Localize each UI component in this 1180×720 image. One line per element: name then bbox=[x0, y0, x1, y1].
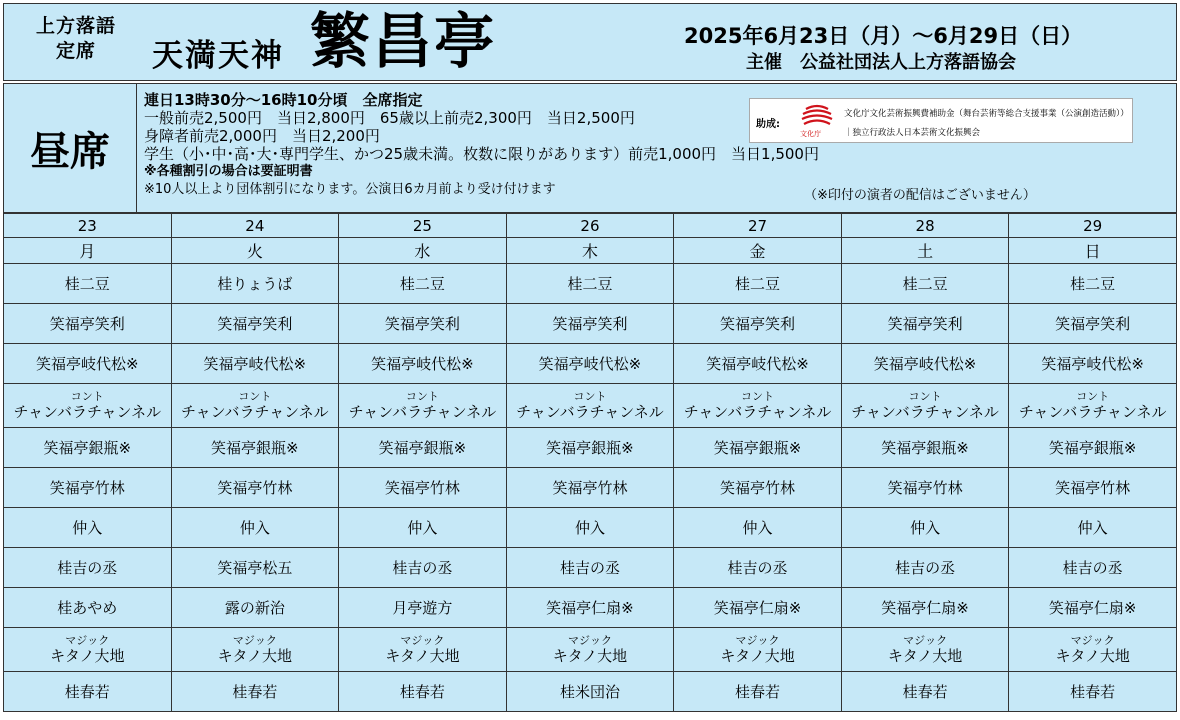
performer-name: キタノ大地 bbox=[887, 646, 963, 665]
general-price: 一般前売2,500円 当日2,800円 65歳以上前売2,300円 当日2,500円 bbox=[144, 109, 635, 127]
performer-cell: 桂あやめ bbox=[4, 588, 172, 628]
performer-cell: 桂二豆 bbox=[4, 264, 172, 304]
performer-row bbox=[4, 672, 1177, 712]
performer-cell: 笑福亭銀瓶※ bbox=[674, 428, 842, 468]
performer-cell: 桂春若 bbox=[339, 672, 507, 712]
performer-name: キタノ大地 bbox=[385, 646, 460, 665]
date-row bbox=[4, 214, 1177, 238]
date-cell: 25 bbox=[339, 214, 507, 238]
act-type-label: マジック bbox=[232, 633, 277, 647]
brand-subtitle bbox=[26, 14, 126, 64]
performer-cell: 桂春若 bbox=[674, 672, 842, 712]
performer-cell: 桂二豆 bbox=[506, 264, 674, 304]
subsidy-line-1: 文化庁文化芸術振興費補助金（舞台芸術等総合支援事業（公演創造活動）） bbox=[844, 109, 1129, 119]
performer-cell: 笑福亭銀瓶※ bbox=[841, 428, 1009, 468]
performer-cell: 笑福亭笑利 bbox=[841, 304, 1009, 344]
performer-row bbox=[4, 628, 1177, 672]
performer-cell: 笑福亭竹林 bbox=[841, 468, 1009, 508]
organizer: 主催 公益社団法人上方落語協会 bbox=[746, 52, 1016, 73]
performer-cell bbox=[841, 628, 1009, 672]
performer-cell: 月亭遊方 bbox=[339, 588, 507, 628]
performer-cell: 笑福亭岐代松※ bbox=[1009, 344, 1177, 384]
performer-cell: 桂春若 bbox=[1009, 672, 1177, 712]
act-type-label: コント bbox=[908, 389, 942, 403]
group-note: ※10人以上より団体割引になります。公演日6カ月前より受け付けます bbox=[144, 182, 556, 197]
intermission-row bbox=[4, 508, 1177, 548]
weekday-cell: 木 bbox=[506, 238, 674, 264]
discount-note: ※各種割引の場合は要証明書 bbox=[144, 164, 313, 179]
performer-cell: 笑福亭岐代松※ bbox=[674, 344, 842, 384]
disabled-price: 身障者前売2,000円 当日2,200円 bbox=[144, 127, 380, 145]
performer-cell: 桂春若 bbox=[4, 672, 172, 712]
performer-cell: 桂吉の丞 bbox=[841, 548, 1009, 588]
performer-cell bbox=[171, 384, 339, 428]
performer-cell: 桂米団治 bbox=[506, 672, 674, 712]
intermission-cell: 仲入 bbox=[1009, 508, 1177, 548]
performer-cell bbox=[1009, 384, 1177, 428]
show-time: 連日13時30分～16時10分頃 全席指定 bbox=[144, 91, 423, 109]
date-cell: 29 bbox=[1009, 214, 1177, 238]
performer-row bbox=[4, 304, 1177, 344]
weekday-cell: 日 bbox=[1009, 238, 1177, 264]
date-cell: 24 bbox=[171, 214, 339, 238]
performer-cell: 桂吉の丞 bbox=[4, 548, 172, 588]
performer-cell: 桂吉の丞 bbox=[1009, 548, 1177, 588]
date-cell: 27 bbox=[674, 214, 842, 238]
performer-row bbox=[4, 428, 1177, 468]
performer-row bbox=[4, 548, 1177, 588]
performer-cell: 笑福亭仁扇※ bbox=[1009, 588, 1177, 628]
subsidy-box bbox=[749, 98, 1133, 143]
performer-name: チャンバラチャンネル bbox=[1018, 402, 1167, 421]
subsidy-line-2: ｜独立行政法人日本芸術文化振興会 bbox=[844, 128, 981, 138]
header bbox=[3, 3, 1177, 81]
weekday-cell: 金 bbox=[674, 238, 842, 264]
performer-cell: 笑福亭岐代松※ bbox=[171, 344, 339, 384]
performer-cell: 露の新治 bbox=[171, 588, 339, 628]
intermission-cell: 仲入 bbox=[171, 508, 339, 548]
performer-cell bbox=[841, 384, 1009, 428]
subsidy-label: 助成: bbox=[756, 119, 780, 130]
performer-row bbox=[4, 384, 1177, 428]
weekday-cell: 土 bbox=[841, 238, 1009, 264]
performer-cell: 笑福亭松五 bbox=[171, 548, 339, 588]
weekday-cell: 水 bbox=[339, 238, 507, 264]
date-cell: 23 bbox=[4, 214, 172, 238]
date-cell: 28 bbox=[841, 214, 1009, 238]
performer-name: キタノ大地 bbox=[217, 646, 293, 665]
performer-cell: 笑福亭竹林 bbox=[4, 468, 172, 508]
performer-cell: 笑福亭笑利 bbox=[339, 304, 507, 344]
performer-cell: 桂吉の丞 bbox=[506, 548, 674, 588]
performer-cell: 桂二豆 bbox=[339, 264, 507, 304]
performer-row bbox=[4, 344, 1177, 384]
act-type-label: マジック bbox=[567, 633, 612, 647]
performer-cell: 笑福亭岐代松※ bbox=[506, 344, 674, 384]
performer-cell: 笑福亭竹林 bbox=[171, 468, 339, 508]
performer-cell: 桂二豆 bbox=[841, 264, 1009, 304]
performer-name: キタノ大地 bbox=[720, 646, 795, 665]
performer-cell: 笑福亭仁扇※ bbox=[506, 588, 674, 628]
streaming-note: （※印付の演者の配信はございません） bbox=[804, 188, 1036, 203]
performer-cell: 笑福亭銀瓶※ bbox=[506, 428, 674, 468]
performer-name: キタノ大地 bbox=[1055, 646, 1130, 665]
performer-cell: 笑福亭笑利 bbox=[1009, 304, 1177, 344]
performer-row bbox=[4, 588, 1177, 628]
performer-cell: 笑福亭竹林 bbox=[1009, 468, 1177, 508]
performer-cell: 笑福亭竹林 bbox=[339, 468, 507, 508]
event-period: 2025年6月23日（月）～6月29日（日） bbox=[684, 24, 1083, 48]
brand-small-line-2: 定席 bbox=[55, 40, 96, 62]
schedule-table bbox=[3, 213, 1177, 712]
performer-name: キタノ大地 bbox=[50, 646, 125, 665]
performer-cell: 桂春若 bbox=[841, 672, 1009, 712]
act-type-label: マジック bbox=[1070, 633, 1115, 647]
performer-cell bbox=[4, 384, 172, 428]
act-type-label: マジック bbox=[400, 633, 445, 647]
performer-name: チャンバラチャンネル bbox=[348, 402, 497, 421]
intermission-cell: 仲入 bbox=[4, 508, 172, 548]
brand-tenma: 天満天神 bbox=[152, 38, 284, 74]
intermission-cell: 仲入 bbox=[339, 508, 507, 548]
performer-cell: 笑福亭笑利 bbox=[171, 304, 339, 344]
performer-cell: 笑福亭岐代松※ bbox=[339, 344, 507, 384]
act-type-label: マジック bbox=[903, 633, 948, 647]
performer-cell bbox=[339, 384, 507, 428]
performer-cell bbox=[171, 628, 339, 672]
performer-cell bbox=[674, 384, 842, 428]
performer-cell: 笑福亭銀瓶※ bbox=[339, 428, 507, 468]
performer-name: チャンバラチャンネル bbox=[181, 402, 329, 421]
performer-cell: 笑福亭笑利 bbox=[506, 304, 674, 344]
performer-cell: 桂春若 bbox=[171, 672, 339, 712]
performer-cell: 笑福亭笑利 bbox=[674, 304, 842, 344]
performer-cell: 笑福亭岐代松※ bbox=[4, 344, 172, 384]
performer-row bbox=[4, 264, 1177, 304]
performer-name: チャンバラチャンネル bbox=[13, 402, 162, 421]
performer-cell bbox=[4, 628, 172, 672]
performer-cell: 桂吉の丞 bbox=[674, 548, 842, 588]
act-type-label: マジック bbox=[735, 633, 780, 647]
brand-small-line-1: 上方落語 bbox=[35, 15, 116, 37]
performer-cell bbox=[506, 628, 674, 672]
performer-name: チャンバラチャンネル bbox=[683, 402, 832, 421]
date-cell: 26 bbox=[506, 214, 674, 238]
act-type-label: コント bbox=[70, 389, 104, 403]
performer-cell: 桂二豆 bbox=[1009, 264, 1177, 304]
weekday-cell: 月 bbox=[4, 238, 172, 264]
performer-cell bbox=[674, 628, 842, 672]
performer-cell: 桂二豆 bbox=[674, 264, 842, 304]
performer-cell: 笑福亭仁扇※ bbox=[841, 588, 1009, 628]
act-type-label: コント bbox=[573, 389, 607, 403]
student-price: 学生（小･中･高･大･専門学生、かつ25歳未満。枚数に限りがあります）前売1,000円 当日1,500円 bbox=[144, 145, 819, 163]
performer-name: チャンバラチャンネル bbox=[516, 402, 664, 421]
info-panel bbox=[3, 83, 1177, 213]
performer-cell: 笑福亭仁扇※ bbox=[674, 588, 842, 628]
performer-row bbox=[4, 468, 1177, 508]
ticket-info bbox=[144, 91, 819, 199]
performer-name: チャンバラチャンネル bbox=[851, 402, 999, 421]
performer-cell bbox=[506, 384, 674, 428]
performer-cell: 笑福亭竹林 bbox=[506, 468, 674, 508]
performer-cell: 笑福亭銀瓶※ bbox=[1009, 428, 1177, 468]
performer-cell bbox=[1009, 628, 1177, 672]
performer-cell: 笑福亭竹林 bbox=[674, 468, 842, 508]
act-type-label: コント bbox=[405, 389, 439, 403]
performer-cell bbox=[339, 628, 507, 672]
intermission-cell: 仲入 bbox=[506, 508, 674, 548]
weekday-row bbox=[4, 238, 1177, 264]
act-type-label: コント bbox=[741, 389, 775, 403]
performer-cell: 笑福亭銀瓶※ bbox=[171, 428, 339, 468]
session-label: 昼席 bbox=[4, 84, 137, 212]
act-type-label: コント bbox=[1076, 389, 1110, 403]
intermission-cell: 仲入 bbox=[841, 508, 1009, 548]
intermission-cell: 仲入 bbox=[674, 508, 842, 548]
act-type-label: コント bbox=[238, 389, 272, 403]
performer-cell: 桂りょうば bbox=[171, 264, 339, 304]
performer-cell: 笑福亭銀瓶※ bbox=[4, 428, 172, 468]
performer-name: キタノ大地 bbox=[552, 646, 628, 665]
brand-hanjo-logo: 繁昌亭 bbox=[310, 7, 496, 77]
performer-cell: 笑福亭笑利 bbox=[4, 304, 172, 344]
act-type-label: マジック bbox=[65, 633, 110, 647]
weekday-cell: 火 bbox=[171, 238, 339, 264]
bunkacho-logo-text: 文化庁 bbox=[800, 130, 821, 138]
performer-cell: 桂吉の丞 bbox=[339, 548, 507, 588]
performer-cell: 笑福亭岐代松※ bbox=[841, 344, 1009, 384]
